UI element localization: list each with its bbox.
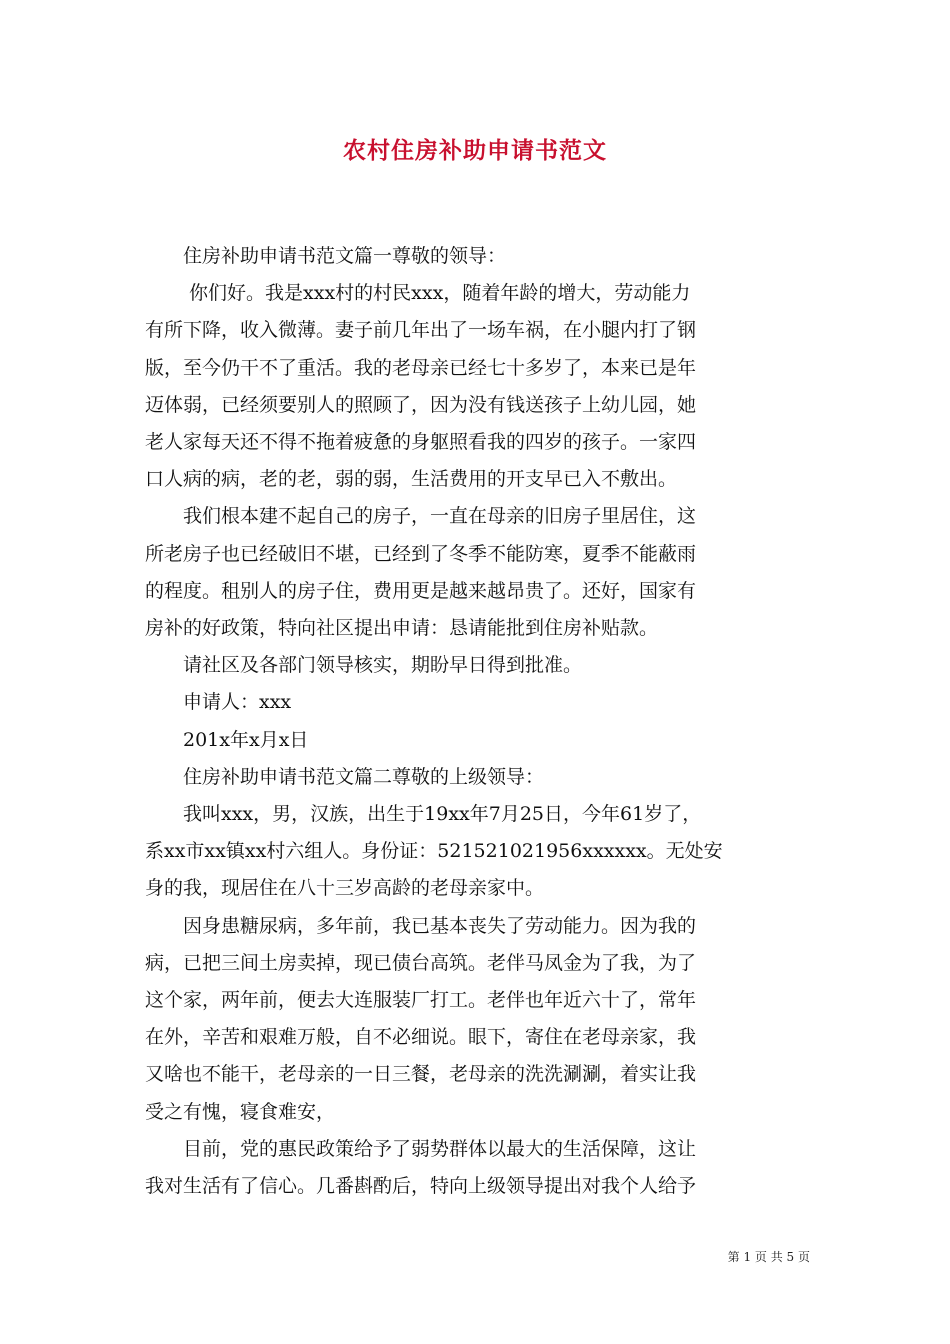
text-line: 你们好。我是xxx村的村民xxx，随着年龄的增大，劳动能力 [145,282,691,305]
text-line: 所老房子也已经破旧不堪，已经到了冬季不能防寒，夏季不能蔽雨 [145,542,697,565]
text-line: 因身患糖尿病，多年前，我已基本丧失了劳动能力。因为我的 [145,914,697,937]
text-line: 又啥也不能干，老母亲的一日三餐，老母亲的洗洗涮涮，着实让我 [145,1063,697,1086]
text-line: 房补的好政策，特向社区提出申请：恳请能批到住房补贴款。 [145,617,659,640]
text-line: 系xx市xx镇xx村六组人。身份证：521521021956xxxxxx。无处安 [145,840,723,863]
text-line: 住房补助申请书范文篇一尊敬的领导： [145,245,507,267]
document-body [145,238,810,1205]
text-line: 有所下降，收入微薄。妻子前几年出了一场车祸，在小腿内打了钢 [145,319,697,342]
text-line: 我们根本建不起自己的房子，一直在母亲的旧房子里居住，这 [145,505,697,528]
text-line: 请社区及各部门领导核实，期盼早日得到批准。 [145,654,583,677]
document-title: 农村住房补助申请书范文 [343,138,607,164]
text-line: 目前，党的惠民政策给予了弱势群体以最大的生活保障，这让 [145,1137,697,1160]
text-line: 住房补助申请书范文篇二尊敬的上级领导： [145,765,545,788]
text-line: 在外，辛苦和艰难万般，自不必细说。眼下，寄住在老母亲家，我 [145,1026,697,1049]
text-line: 老人家每天还不得不拖着疲惫的身躯照看我的四岁的孩子。一家四 [145,431,697,454]
text-line: 口人病的病，老的老，弱的弱，生活费用的开支早已入不敷出。 [145,468,678,491]
text-line: 病，已把三间土房卖掉，现已债台高筑。老伴马凤金为了我，为了 [145,951,697,974]
text-line: 我对生活有了信心。几番斟酌后，特向上级领导提出对我个人给予 [145,1175,697,1198]
text-line: 这个家，两年前，便去大连服装厂打工。老伴也年近六十了，常年 [145,989,697,1012]
text-line: 版，至今仍干不了重活。我的老母亲已经七十多岁了，本来已是年 [145,356,697,379]
page-number-footer: 第 1 页 共 5 页 [727,1250,810,1264]
text-line: 迈体弱，已经须要别人的照顾了，因为没有钱送孩子上幼儿园，她 [145,393,697,416]
text-line: 受之有愧，寝食难安， [145,1100,336,1123]
text-line: 身的我，现居住在八十三岁高龄的老母亲家中。 [145,877,545,900]
text-line: 的程度。租别人的房子住，费用更是越来越昂贵了。还好，国家有 [145,579,697,602]
text-line: 申请人：xxx [145,691,292,714]
text-line: 201x年x月x日 [145,728,309,751]
text-line: 我叫xxx，男，汉族，出生于19xx年7月25日，今年61岁了， [145,803,702,826]
